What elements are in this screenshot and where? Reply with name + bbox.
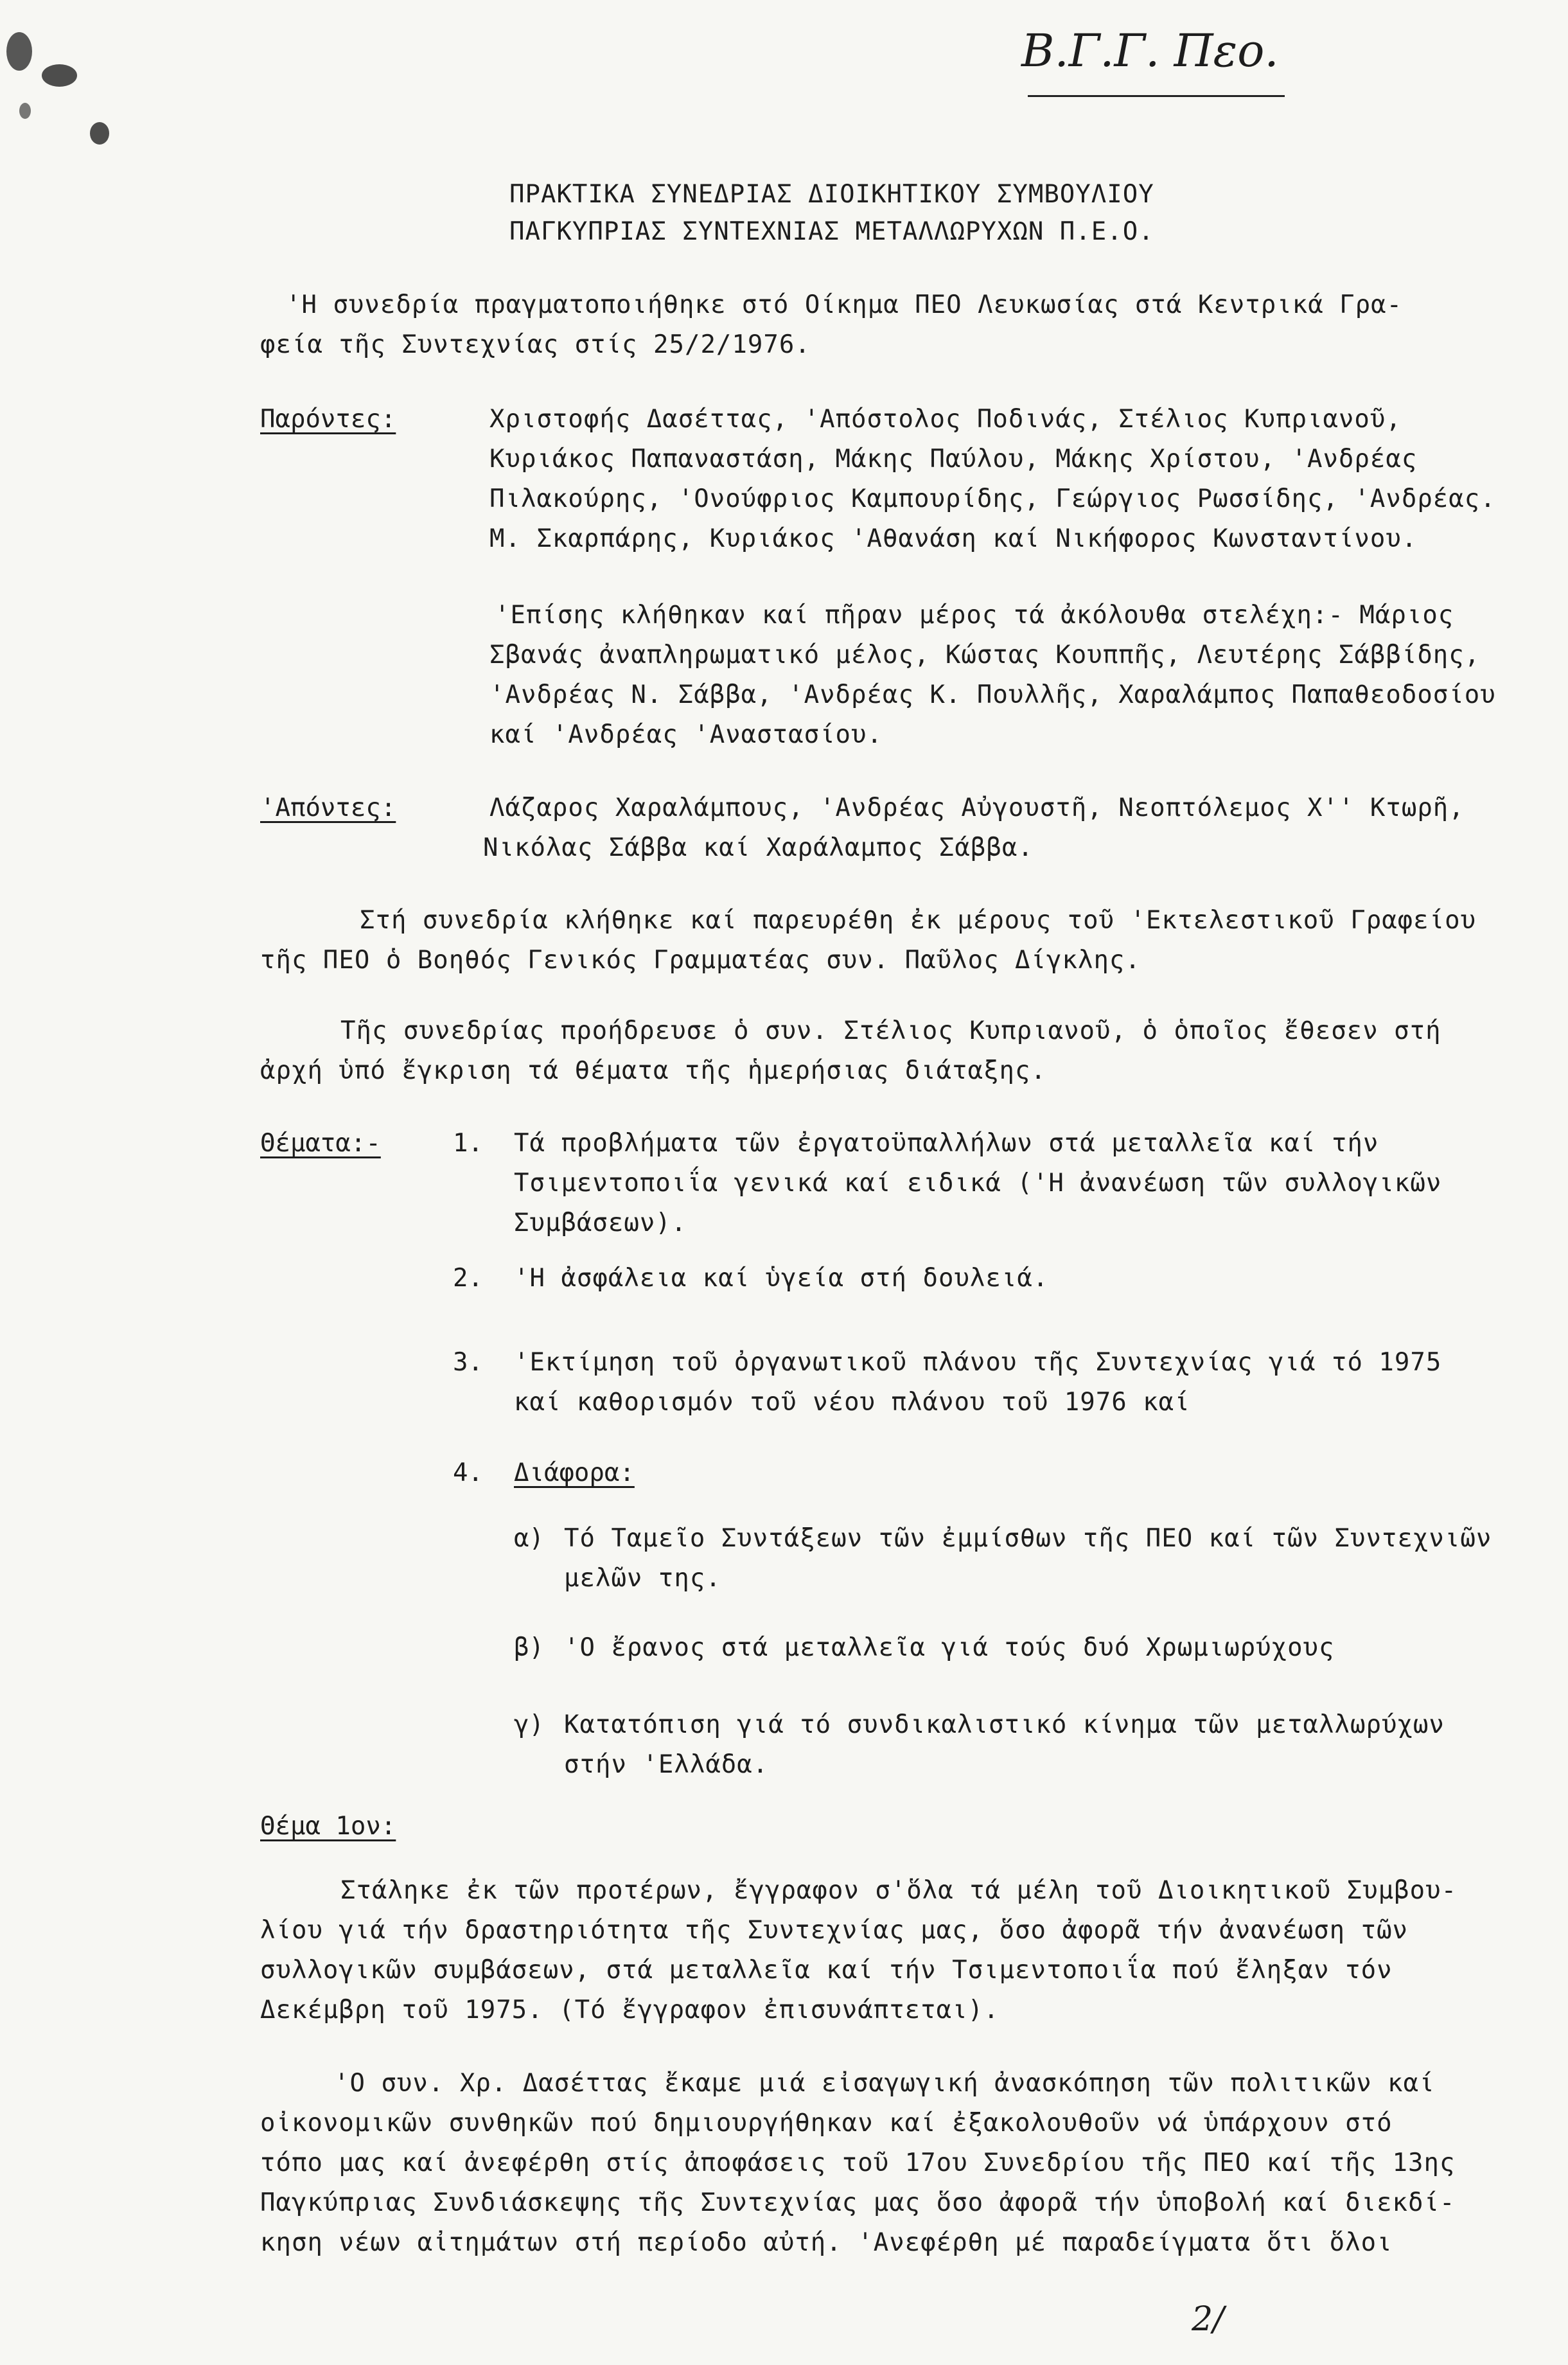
present-line: Κυριάκος Παπαναστάση, Μάκης Παύλου, Μάκης Χρίστου, 'Ανδρέας	[489, 445, 1418, 474]
handwritten-reference: Β.Γ.Γ. Πεο.	[1021, 24, 1279, 77]
present-line: Χριστοφής Δασέττας, 'Απόστολος Ποδινάς, Στέλιος Κυπριανοῦ,	[489, 405, 1402, 434]
topic-1-discussion-line: τόπο μας καί ἀνεφέρθη στίς ἀποφάσεις τοῦ 17ου Συνεδρίου τῆς ΠΕΟ καί τῆς 13ης	[260, 2148, 1456, 2177]
topic-1-discussion-line: Παγκύπριας Συνδιάσκεψης τῆς Συντεχνίας μας ὅσο ἀφορᾶ τήν ὑποβολή καί διεκδί-	[260, 2188, 1456, 2217]
absent-line: Νικόλας Σάββα καί Χαράλαμπος Σάββα.	[483, 833, 1034, 862]
topic-number: 2.	[453, 1264, 483, 1293]
intro-line-1: 'Η συνεδρία πραγματοποιήθηκε στό Οίκημα ΠΕΟ Λευκωσίας στά Κεντρικά Γρα-	[286, 290, 1403, 319]
topic-number: 1.	[453, 1129, 483, 1158]
scan-speck	[42, 64, 77, 87]
present-label: Παρόντες:	[260, 405, 396, 434]
topic-miscellaneous-label: Διάφορα:	[514, 1458, 635, 1487]
subtopic-line: μελῶν της.	[564, 1564, 721, 1593]
topic-1-discussion-line: οἰκονομικῶν συνθηκῶν πού δημιουργήθηκαν καί ἐξακολουθοῦν νά ὑπάρχουν στό	[260, 2109, 1393, 2138]
also-present-line: καί 'Ανδρέας 'Αναστασίου.	[489, 720, 883, 749]
subtopic-letter: β)	[514, 1633, 544, 1662]
topic-line: 'Εκτίμηση τοῦ ὀργανωτικοῦ πλάνου τῆς Συντεχνίας γιά τό 1975	[514, 1348, 1442, 1377]
topic-1-label: Θέμα 1ον:	[260, 1812, 396, 1841]
subtopic-letter: α)	[514, 1524, 544, 1553]
topic-1-paragraph-line: Στάληκε ἐκ τῶν προτέρων, ἔγγραφον σ'ὅλα τά μέλη τοῦ Διοικητικοῦ Συμβου-	[340, 1876, 1458, 1905]
topic-line: Συμβάσεων).	[514, 1209, 687, 1237]
topic-number: 3.	[453, 1348, 483, 1377]
topic-line: 'Η ἀσφάλεια καί ὑγεία στή δουλειά.	[514, 1264, 1049, 1293]
chair-paragraph-line: Τῆς συνεδρίας προήδρευσε ὁ συν. Στέλιος Κυπριανοῦ, ὁ ὁποῖος ἔθεσεν στή	[340, 1016, 1441, 1045]
also-present-line: 'Ανδρέας Ν. Σάββα, 'Ανδρέας Κ. Πουλλῆς, Χαραλάμπος Παπαθεοδοσίου	[489, 680, 1496, 709]
subtopic-line: Τό Ταμεῖο Συντάξεων τῶν ἐμμίσθων τῆς ΠΕΟ καί τῶν Συντεχνιῶν	[564, 1524, 1492, 1553]
subtopic-line: 'Ο ἔρανος στά μεταλλεῖα γιά τούς δυό Χρωμιωρύχους	[564, 1633, 1335, 1662]
absent-label: 'Απόντες:	[260, 793, 396, 822]
topic-line: Τσιμεντοποιΐα γενικά καί ειδικά ('Η ἀνανέωση τῶν συλλογικῶν	[514, 1169, 1442, 1198]
subtopic-letter: γ)	[514, 1710, 544, 1739]
present-line: Πιλακούρης, 'Ονούφριος Καμπουρίδης, Γεώργιος Ρωσσίδης, 'Ανδρέας.	[489, 484, 1496, 513]
topics-label: Θέματα:-	[260, 1129, 381, 1158]
scan-speck	[6, 32, 32, 71]
also-present-line: Σβανάς ἀναπληρωματικό μέλος, Κώστας Κουππῆς, Λευτέρης Σάββίδης,	[489, 641, 1481, 669]
topic-1-discussion-line: κηση νέων αἰτημάτων στή περίοδο αὐτή. 'Ανεφέρθη μέ παραδείγματα ὅτι ὅλοι	[260, 2228, 1393, 2257]
title-line-1: ΠΡΑΚΤΙΚΑ ΣΥΝΕΔΡΙΑΣ ΔΙΟΙΚΗΤΙΚΟΥ ΣΥΜΒΟΥΛΙΟΥ	[509, 180, 1154, 209]
page-number-marker: 2/	[1192, 2300, 1224, 2339]
intro-line-2: φεία τῆς Συντεχνίας στίς 25/2/1976.	[260, 330, 811, 359]
topic-1-discussion-line: 'Ο συν. Χρ. Δασέττας ἔκαμε μιά εἰσαγωγική ἀνασκόπηση τῶν πολιτικῶν καί	[334, 2069, 1435, 2098]
title-line-2: ΠΑΓΚΥΠΡΙΑΣ ΣΥΝΤΕΧΝΙΑΣ ΜΕΤΑΛΛΩΡΥΧΩΝ Π.Ε.Ο.	[509, 217, 1154, 246]
topic-1-paragraph-line: συλλογικῶν συμβάσεων, στά μεταλλεῖα καί τήν Τσιμεντοποιΐα πού ἔληξαν τόν	[260, 1956, 1393, 1985]
topic-line: καί καθορισμόν τοῦ νέου πλάνου τοῦ 1976 καί	[514, 1388, 1190, 1417]
topic-number: 4.	[453, 1458, 483, 1487]
subtopic-line: Κατατόπιση γιά τό συνδικαλιστικό κίνημα τῶν μεταλλωρύχων	[564, 1710, 1445, 1739]
absent-line: Λάζαρος Χαραλάμπους, 'Ανδρέας Αὐγουστῆ, Νεοπτόλεμος Χ'' Κτωρῆ,	[489, 793, 1465, 822]
handwritten-underline	[1028, 95, 1285, 97]
also-present-line: 'Επίσης κλήθηκαν καί πῆραν μέρος τά ἀκόλουθα στελέχη:- Μάριος	[495, 601, 1454, 630]
topic-line: Τά προβλήματα τῶν ἐργατοϋπαλλήλων στά μεταλλεῖα καί τήν	[514, 1129, 1379, 1158]
attendance-paragraph-line: Στή συνεδρία κλήθηκε καί παρευρέθη ἐκ μέρους τοῦ 'Εκτελεστικοῦ Γραφείου	[360, 906, 1477, 935]
present-line: Μ. Σκαρπάρης, Κυριάκος 'Αθανάση καί Νικήφορος Κωνσταντίνου.	[489, 524, 1418, 553]
topic-1-paragraph-line: Δεκέμβρη τοῦ 1975. (Τό ἔγγραφον ἐπισυνάπτεται).	[260, 1996, 1000, 2024]
attendance-paragraph-line: τῆς ΠΕΟ ὁ Βοηθός Γενικός Γραμματέας συν. Παῦλος Δίγκλης.	[260, 946, 1141, 975]
topic-1-paragraph-line: λίου γιά τήν δραστηριότητα τῆς Συντεχνίας μας, ὅσο ἀφορᾶ τήν ἀνανέωση τῶν	[260, 1916, 1409, 1945]
scan-speck	[90, 122, 109, 145]
subtopic-line: στήν 'Ελλάδα.	[564, 1750, 769, 1779]
chair-paragraph-line: ἀρχή ὑπό ἔγκριση τά θέματα τῆς ἡμερήσιας διάταξης.	[260, 1056, 1046, 1085]
scan-speck	[19, 103, 31, 119]
